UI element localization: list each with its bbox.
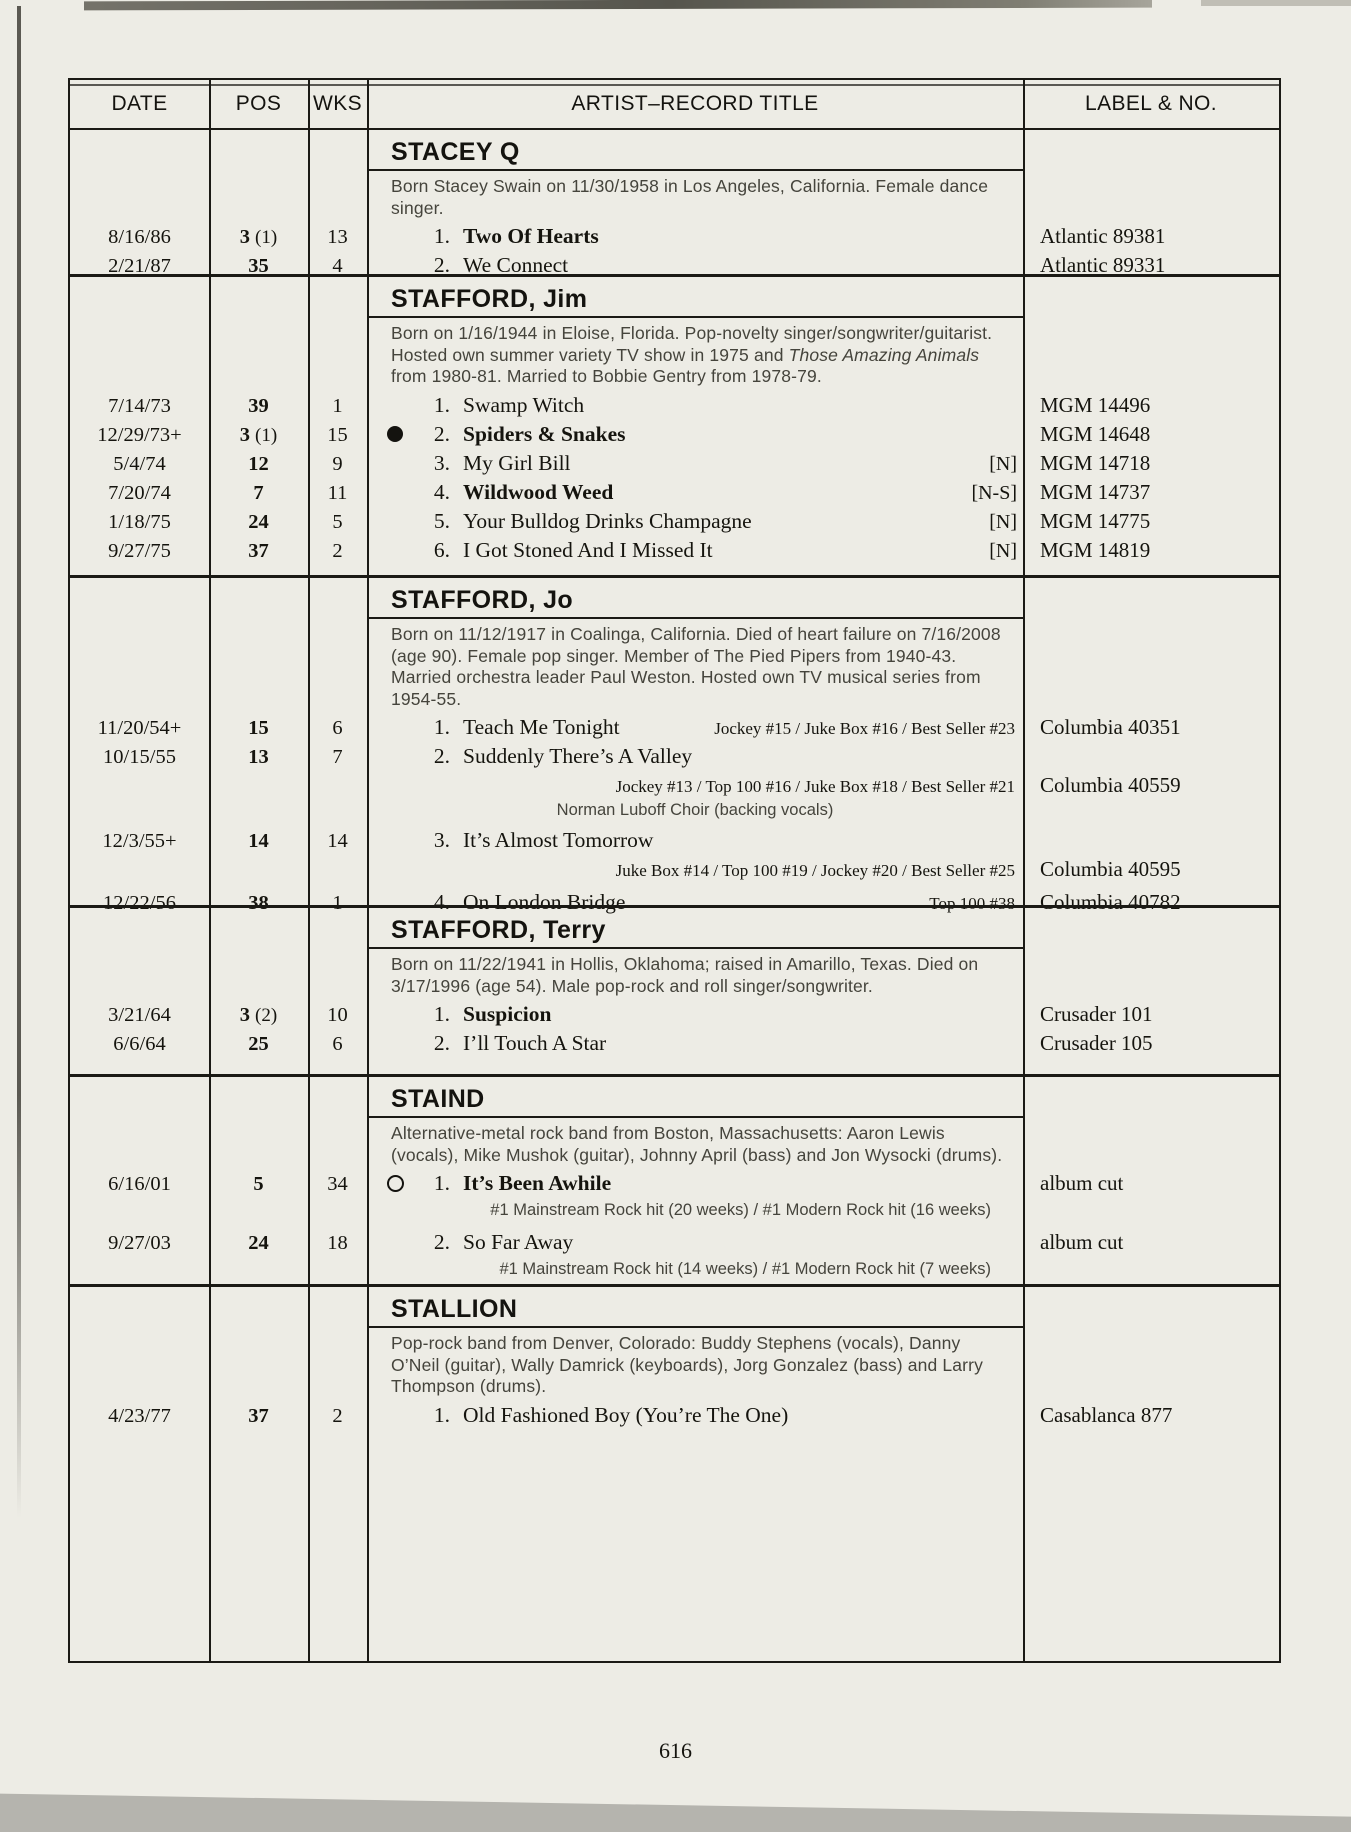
record-title: Spiders & Snakes	[463, 421, 626, 446]
label-cell: Casablanca 877	[1040, 1402, 1173, 1427]
table-row	[70, 1402, 1279, 1431]
date-cell: 3/21/64	[108, 1004, 171, 1026]
record-title: I’ll Touch A Star	[463, 1031, 607, 1055]
label-cell: Columbia 40595	[1040, 857, 1181, 881]
artist-bio: Born on 1/16/1944 in Eloise, Florida. Pop-novelty singer/songwriter/guitarist. Hosted own summer variety TV show in 1975 and Those Amazing Animals from 1980-81. Married to Bobbie Gentry from 1978-79.	[391, 323, 993, 386]
date-cell: 10/15/55	[103, 746, 176, 768]
artist-bio: Born on 11/12/1917 in Coalinga, California. Died of heart failure on 7/16/2008 (age 90). Female pop singer. Member of The Pied Pipers from 1940-43. Married orchestra leader Paul Weston. Hosted own TV musical series from 1954-55.	[391, 624, 1001, 709]
record-title: It’s Been Awhile	[463, 1171, 612, 1195]
novelty-note: [N]	[989, 539, 1017, 562]
artist-section-staind	[70, 1074, 1279, 1284]
novelty-note: [N-S]	[971, 481, 1017, 504]
table-row	[70, 1030, 1279, 1059]
table-row	[70, 479, 1279, 508]
wks-cell: 34	[327, 1173, 348, 1195]
title-cell: 2. We Connect	[433, 253, 569, 277]
header-date: DATE	[111, 92, 168, 115]
wks-cell: 1	[332, 892, 343, 914]
chart-table	[68, 78, 1281, 1663]
wks-cell: 1	[332, 394, 343, 417]
table-row	[70, 537, 1279, 566]
label-cell: MGM 14496	[1040, 392, 1151, 417]
label-cell: Crusader 105	[1040, 1031, 1153, 1055]
artist-heading: STACEY Q	[391, 138, 520, 166]
date-cell: 12/3/55+	[102, 830, 177, 852]
header-artist-record-title: ARTIST–RECORD TITLE	[571, 92, 819, 115]
gold-record-dot-icon	[367, 426, 417, 442]
pos-cell: 7	[253, 481, 264, 504]
table-top-rule	[70, 84, 1279, 86]
table-row	[70, 223, 1279, 252]
date-cell: 4/23/77	[108, 1404, 171, 1427]
record-title: Suspicion	[463, 1002, 552, 1026]
label-cell: Columbia 40351	[1040, 715, 1181, 739]
label-cell: MGM 14819	[1040, 537, 1151, 562]
table-row	[70, 827, 1279, 856]
pos-cell: 35	[248, 255, 269, 277]
date-cell: 12/29/73+	[97, 423, 182, 446]
date-cell: 11/20/54+	[97, 717, 182, 739]
pos-cell: 37	[248, 1404, 269, 1427]
date-cell: 9/27/75	[108, 539, 171, 562]
chart-breakdown-annotation: Jockey #15 / Juke Box #16 / Best Seller #23	[714, 719, 1015, 738]
artist-bio: Alternative-metal rock band from Boston, Massachusetts: Aaron Lewis (vocals), Mike Mushok (guitar), Johnny April (bass) and Jon Wysocki (drums).	[391, 1123, 1003, 1165]
title-cell: 1. Old Fashioned Boy (You’re The One)	[433, 1402, 789, 1427]
novelty-note: [N]	[989, 452, 1017, 475]
header-pos: POS	[235, 92, 282, 115]
label-cell: Columbia 40782	[1040, 890, 1181, 914]
artist-heading: STAFFORD, Jo	[391, 586, 574, 614]
table-row	[70, 1001, 1279, 1030]
record-title: Your Bulldog Drinks Champagne	[463, 508, 752, 533]
artist-section-stafford-jim	[70, 274, 1279, 575]
record-title: It’s Almost Tomorrow	[463, 828, 654, 852]
scan-edge-bottom	[0, 1768, 1351, 1832]
record-title: Suddenly There’s A Valley	[463, 744, 693, 768]
wks-cell: 2	[332, 1404, 343, 1427]
table-row	[70, 508, 1279, 537]
label-cell: Atlantic 89331	[1040, 253, 1166, 277]
wks-cell: 11	[327, 481, 348, 504]
table-row	[70, 714, 1279, 743]
wks-cell: 14	[327, 830, 348, 852]
artist-bio: Pop-rock band from Denver, Colorado: Buddy Stephens (vocals), Danny O’Neil (guitar), Wally Damrick (keyboards), Jorg Gonzalez (bass) and Larry Thompson (drums).	[391, 1333, 984, 1396]
title-cell: 1. It’s Been Awhile	[367, 1170, 1023, 1197]
date-cell: 6/16/01	[108, 1173, 171, 1195]
record-title: So Far Away	[463, 1230, 574, 1254]
label-cell: MGM 14737	[1040, 479, 1151, 504]
pos-cell: 3 (1)	[239, 226, 278, 248]
record-title: Old Fashioned Boy (You’re The One)	[463, 1402, 789, 1427]
table-row	[70, 392, 1279, 421]
table-header-row	[70, 80, 1279, 130]
label-cell: MGM 14775	[1040, 508, 1151, 533]
wks-cell: 6	[332, 1033, 343, 1055]
wks-cell: 6	[332, 717, 343, 739]
chart-breakdown-annotation: Top 100 #38	[929, 894, 1015, 913]
label-cell: Columbia 40559	[1040, 773, 1181, 797]
artist-heading: STAFFORD, Terry	[391, 916, 606, 944]
artist-heading: STAIND	[391, 1085, 485, 1113]
label-cell: Atlantic 89381	[1040, 224, 1166, 248]
date-cell: 9/27/03	[108, 1232, 171, 1254]
record-title: Wildwood Weed	[463, 479, 614, 504]
annotation-row	[70, 1199, 1279, 1223]
title-cell: 3. My Girl Bill [N]	[367, 450, 1023, 477]
label-cell: album cut	[1040, 1171, 1124, 1195]
table-row	[70, 1229, 1279, 1258]
record-title: I Got Stoned And I Missed It	[463, 537, 713, 562]
page-number: 616	[659, 1738, 692, 1763]
date-cell: 5/4/74	[113, 452, 166, 475]
table-row	[70, 421, 1279, 450]
rock-chart-annotation: #1 Mainstream Rock hit (14 weeks) / #1 Modern Rock hit (7 weeks)	[499, 1260, 991, 1278]
date-cell: 8/16/86	[108, 226, 171, 248]
pos-cell: 3 (2)	[239, 1004, 278, 1026]
pos-cell: 25	[248, 1033, 269, 1055]
table-row	[70, 743, 1279, 772]
wks-cell: 9	[332, 452, 343, 475]
title-cell: 1. Suspicion	[433, 1002, 552, 1026]
record-title: Swamp Witch	[463, 392, 585, 417]
record-title: Two Of Hearts	[463, 224, 599, 248]
artist-section-stallion	[70, 1284, 1279, 1661]
chart-breakdown-annotation: Jockey #13 / Top 100 #16 / Juke Box #18 / Best Seller #21	[615, 777, 1015, 796]
record-title: Teach Me Tonight	[463, 715, 620, 739]
pos-cell: 3 (1)	[239, 423, 278, 446]
pos-cell: 13	[248, 746, 269, 768]
scan-edge-top	[84, 0, 1152, 10]
table-row	[70, 450, 1279, 479]
wks-cell: 7	[332, 746, 343, 768]
wks-cell: 4	[332, 255, 343, 277]
scan-edge-top-right	[1201, 0, 1351, 6]
title-cell: 6. I Got Stoned And I Missed It [N]	[367, 537, 1023, 564]
record-title: My Girl Bill	[463, 450, 571, 475]
wks-cell: 2	[332, 539, 343, 562]
rock-chart-annotation: #1 Mainstream Rock hit (20 weeks) / #1 Modern Rock hit (16 weeks)	[490, 1201, 991, 1219]
annotation-row	[70, 856, 1279, 883]
title-cell: 5. Your Bulldog Drinks Champagne [N]	[367, 508, 1023, 535]
artist-section-stafford-jo	[70, 575, 1279, 914]
title-cell: 2. Suddenly There’s A Valley	[433, 744, 693, 768]
record-title: We Connect	[463, 253, 569, 277]
header-label-no: LABEL & NO.	[1084, 92, 1217, 115]
annotation-row	[70, 1258, 1279, 1282]
title-cell: 2. I’ll Touch A Star	[433, 1031, 607, 1055]
novelty-note: [N]	[989, 510, 1017, 533]
label-cell: album cut	[1040, 1230, 1124, 1254]
pos-cell: 24	[248, 1232, 269, 1254]
pos-cell: 14	[248, 830, 269, 852]
label-cell: MGM 14718	[1040, 450, 1151, 475]
title-cell: 2. Spiders & Snakes	[367, 421, 1023, 448]
date-cell: 12/22/56	[103, 892, 176, 914]
header-wks: WKS	[312, 92, 363, 115]
artist-section-stafford-terry	[70, 905, 1279, 1074]
label-cell: Crusader 101	[1040, 1002, 1153, 1026]
pos-cell: 5	[253, 1173, 264, 1195]
label-cell: MGM 14648	[1040, 421, 1151, 446]
title-cell: 4. On London Bridge Top 100 #38	[367, 889, 1023, 916]
title-cell: 1. Swamp Witch	[433, 392, 585, 417]
pos-cell: 12	[248, 452, 269, 475]
wks-cell: 15	[327, 423, 348, 446]
chart-breakdown-annotation: Juke Box #14 / Top 100 #19 / Jockey #20 / Best Seller #25	[615, 861, 1015, 880]
annotation-row	[70, 772, 1279, 799]
artist-bio: Born Stacey Swain on 11/30/1958 in Los Angeles, California. Female dance singer.	[391, 176, 989, 218]
title-cell: 3. It’s Almost Tomorrow	[433, 828, 654, 852]
wks-cell: 5	[332, 510, 343, 533]
pos-cell: 37	[248, 539, 269, 562]
date-cell: 1/18/75	[108, 510, 171, 533]
title-cell: 4. Wildwood Weed [N-S]	[367, 479, 1023, 506]
open-circle-icon	[367, 1175, 417, 1192]
date-cell: 2/21/87	[108, 255, 171, 277]
wks-cell: 10	[327, 1004, 348, 1026]
date-cell: 6/6/64	[113, 1033, 166, 1055]
pos-cell: 15	[248, 717, 269, 739]
artist-bio: Born on 11/22/1941 in Hollis, Oklahoma; raised in Amarillo, Texas. Died on 3/17/1996 (age 54). Male pop-rock and roll singer/songwriter.	[391, 954, 979, 996]
title-cell: 1. Two Of Hearts	[433, 224, 599, 248]
wks-cell: 18	[327, 1232, 348, 1254]
title-cell: 1. Teach Me Tonight Jockey #15 / Juke Box #16 / Best Seller #23	[367, 714, 1023, 741]
artist-heading: STALLION	[391, 1295, 518, 1323]
backing-credit: Norman Luboff Choir (backing vocals)	[556, 801, 834, 819]
title-cell: 2. So Far Away	[433, 1230, 574, 1254]
record-title: On London Bridge	[463, 890, 626, 914]
pos-cell: 38	[248, 892, 269, 914]
pos-cell: 39	[248, 394, 269, 417]
date-cell: 7/20/74	[108, 481, 171, 504]
pos-cell: 24	[248, 510, 269, 533]
artist-section-stacey-q	[70, 130, 1279, 277]
wks-cell: 13	[327, 226, 348, 248]
artist-heading: STAFFORD, Jim	[391, 285, 588, 313]
scan-edge-left	[17, 6, 21, 1518]
date-cell: 7/14/73	[108, 394, 171, 417]
table-row	[70, 1170, 1279, 1199]
